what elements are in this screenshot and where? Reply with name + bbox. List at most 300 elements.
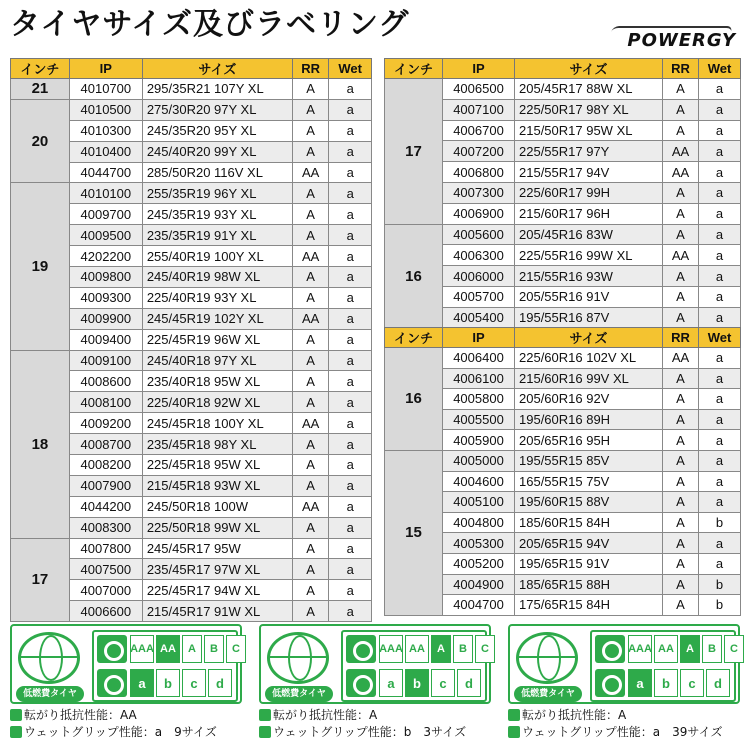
rr-cell: A xyxy=(663,266,699,287)
table-row xyxy=(385,79,741,100)
ip-cell: 4004800 xyxy=(443,512,515,533)
wet-cell: a xyxy=(329,267,372,288)
size-cell: 225/45R19 96W XL xyxy=(142,329,292,350)
ip-cell: 4008300 xyxy=(69,517,142,538)
table-row xyxy=(385,224,741,245)
rr-grade-aaa: AAA xyxy=(130,635,154,663)
page-title: タイヤサイズ及びラベリング xyxy=(10,7,410,42)
inch-cell: 20 xyxy=(11,99,70,183)
size-cell: 215/55R17 94V xyxy=(515,162,663,183)
size-cell: 285/50R20 116V XL xyxy=(142,162,292,183)
size-cell: 195/55R15 85V xyxy=(515,450,663,471)
ip-cell: 4005200 xyxy=(443,553,515,574)
size-cell: 195/55R16 87V xyxy=(515,307,663,328)
size-cell: 215/60R16 99V XL xyxy=(515,368,663,389)
size-cell: 225/40R19 93Y XL xyxy=(142,287,292,308)
header-ip: IP xyxy=(443,59,515,79)
rr-cell: A xyxy=(292,120,329,141)
size-cell: 235/40R18 95W XL xyxy=(142,371,292,392)
inch-cell: 15 xyxy=(385,450,443,615)
wet-grade-b: b xyxy=(405,669,429,697)
ip-cell: 4008100 xyxy=(69,392,142,413)
wet-grade-a: a xyxy=(379,669,403,697)
size-cell: 215/45R17 91W XL xyxy=(142,601,292,622)
ip-cell: 4009300 xyxy=(69,287,142,308)
wet-grip-icon xyxy=(346,669,376,697)
ip-cell: 4005400 xyxy=(443,307,515,328)
wet-small-icon xyxy=(508,726,520,738)
wet-grade-a: a xyxy=(628,669,652,697)
rr-cell: A xyxy=(663,450,699,471)
wet-cell: a xyxy=(699,203,741,224)
rr-cell: A xyxy=(663,389,699,410)
table-row xyxy=(11,538,372,559)
size-cell: 255/40R19 100Y XL xyxy=(142,246,292,267)
rr-performance-value: 転がり抵抗性能：A xyxy=(522,708,627,722)
size-cell: 205/65R16 95H xyxy=(515,430,663,451)
header-inch: インチ xyxy=(385,328,443,348)
wet-cell: a xyxy=(329,287,372,308)
size-cell: 245/35R19 93Y XL xyxy=(142,204,292,225)
ip-cell: 4006100 xyxy=(443,368,515,389)
rr-cell: A xyxy=(292,538,329,559)
header-inch: インチ xyxy=(385,59,443,79)
rr-cell: A xyxy=(663,595,699,616)
powergy-logo: POWERGY xyxy=(627,30,736,51)
ip-cell: 4004900 xyxy=(443,574,515,595)
ip-cell: 4202200 xyxy=(69,246,142,267)
rr-cell: AA xyxy=(663,162,699,183)
ip-cell: 4044200 xyxy=(69,496,142,517)
header-wet: Wet xyxy=(699,59,741,79)
ip-cell: 4006500 xyxy=(443,79,515,100)
energy-label xyxy=(259,624,491,704)
wet-cell: a xyxy=(699,182,741,203)
wet-cell: b xyxy=(699,512,741,533)
table-row xyxy=(11,79,372,100)
size-cell: 215/60R17 96H xyxy=(515,203,663,224)
size-cell: 235/45R18 98Y XL xyxy=(142,434,292,455)
rr-cell: A xyxy=(663,492,699,513)
wet-cell: a xyxy=(329,183,372,204)
wet-cell: a xyxy=(699,141,741,162)
wet-cell: a xyxy=(699,430,741,451)
ip-cell: 4009100 xyxy=(69,350,142,371)
wet-cell: a xyxy=(699,307,741,328)
ip-cell: 4007800 xyxy=(69,538,142,559)
wet-cell: a xyxy=(329,517,372,538)
wet-cell: a xyxy=(329,455,372,476)
wet-cell: b xyxy=(699,595,741,616)
rr-cell: A xyxy=(663,368,699,389)
rr-cell: A xyxy=(292,455,329,476)
header-wet: Wet xyxy=(699,328,741,348)
ip-cell: 4005500 xyxy=(443,409,515,430)
ip-cell: 4005700 xyxy=(443,286,515,307)
rolling-resistance-icon xyxy=(346,635,376,663)
wet-grade-d: d xyxy=(208,669,232,697)
wet-cell: a xyxy=(329,79,372,100)
size-cell: 245/35R20 95Y XL xyxy=(142,120,292,141)
size-cell: 215/45R18 93W XL xyxy=(142,475,292,496)
rr-cell: A xyxy=(663,574,699,595)
eco-label-text: 低燃費タイヤ xyxy=(514,686,582,702)
rr-grade-b: B xyxy=(702,635,722,663)
wet-grade-b: b xyxy=(156,669,180,697)
globe-icon xyxy=(267,632,329,684)
wet-grade-row xyxy=(379,669,481,697)
wet-cell: a xyxy=(329,246,372,267)
rr-cell: A xyxy=(292,183,329,204)
table-row xyxy=(11,350,372,371)
ip-cell: 4009700 xyxy=(69,204,142,225)
wet-cell: a xyxy=(699,450,741,471)
energy-label xyxy=(10,624,242,704)
ip-cell: 4005800 xyxy=(443,389,515,410)
rolling-resistance-icon xyxy=(97,635,127,663)
ip-cell: 4006400 xyxy=(443,348,515,369)
rr-small-icon xyxy=(10,709,22,721)
wet-performance-text xyxy=(259,724,466,740)
wet-cell: a xyxy=(699,368,741,389)
size-cell: 185/60R15 84H xyxy=(515,512,663,533)
header-wet: Wet xyxy=(329,59,372,79)
rr-cell: A xyxy=(292,141,329,162)
size-cell: 205/45R16 83W xyxy=(515,224,663,245)
rr-grade-row xyxy=(130,635,246,663)
ip-cell: 4010300 xyxy=(69,120,142,141)
ip-cell: 4005600 xyxy=(443,224,515,245)
rr-cell: A xyxy=(663,553,699,574)
wet-cell: a xyxy=(329,350,372,371)
table-row xyxy=(385,450,741,471)
wet-performance-value: ウェットグリップ性能：b 3サイズ xyxy=(273,725,467,739)
size-cell: 295/35R21 107Y XL xyxy=(142,79,292,100)
ip-cell: 4007200 xyxy=(443,141,515,162)
ip-cell: 4007100 xyxy=(443,99,515,120)
size-cell: 245/40R18 97Y XL xyxy=(142,350,292,371)
rr-grade-aaa: AAA xyxy=(628,635,652,663)
ip-cell: 4009400 xyxy=(69,329,142,350)
wet-small-icon xyxy=(10,726,22,738)
energy-label xyxy=(508,624,740,704)
rr-grade-row xyxy=(628,635,744,663)
size-cell: 225/40R18 92W XL xyxy=(142,392,292,413)
ip-cell: 4009200 xyxy=(69,413,142,434)
wet-cell: a xyxy=(329,204,372,225)
header-ip: IP xyxy=(69,59,142,79)
rr-cell: AA xyxy=(663,141,699,162)
wet-grade-d: d xyxy=(706,669,730,697)
ip-cell: 4044700 xyxy=(69,162,142,183)
grade-scale xyxy=(590,630,736,702)
ip-cell: 4010400 xyxy=(69,141,142,162)
wet-cell: a xyxy=(329,580,372,601)
rr-cell: A xyxy=(663,533,699,554)
ip-cell: 4007000 xyxy=(69,580,142,601)
header-size: サイズ xyxy=(515,59,663,79)
size-cell: 225/50R17 98Y XL xyxy=(515,99,663,120)
rr-cell: A xyxy=(663,99,699,120)
size-cell: 175/65R15 84H xyxy=(515,595,663,616)
header-size: サイズ xyxy=(142,59,292,79)
globe-icon xyxy=(18,632,80,684)
size-cell: 225/55R17 97Y xyxy=(515,141,663,162)
wet-cell: a xyxy=(329,392,372,413)
wet-cell: a xyxy=(699,224,741,245)
rr-cell: AA xyxy=(292,308,329,329)
size-cell: 245/40R20 99Y XL xyxy=(142,141,292,162)
eco-label-text: 低燃費タイヤ xyxy=(265,686,333,702)
rr-cell: A xyxy=(292,475,329,496)
wet-cell: a xyxy=(329,496,372,517)
rr-cell: AA xyxy=(292,162,329,183)
size-cell: 225/55R16 99W XL xyxy=(515,245,663,266)
wet-cell: a xyxy=(699,389,741,410)
rr-cell: A xyxy=(663,430,699,451)
wet-cell: a xyxy=(699,266,741,287)
size-cell: 235/45R17 97W XL xyxy=(142,559,292,580)
size-cell: 185/65R15 88H xyxy=(515,574,663,595)
wet-cell: b xyxy=(699,574,741,595)
rr-cell: A xyxy=(663,286,699,307)
wet-grade-c: c xyxy=(182,669,206,697)
rr-grade-row xyxy=(379,635,495,663)
wet-cell: a xyxy=(329,434,372,455)
wet-grade-c: c xyxy=(680,669,704,697)
rr-cell: AA xyxy=(663,245,699,266)
inch-cell: 18 xyxy=(11,350,70,538)
wet-cell: a xyxy=(699,245,741,266)
rr-performance-text xyxy=(508,707,626,723)
wet-cell: a xyxy=(699,409,741,430)
wet-grade-row xyxy=(628,669,730,697)
wet-cell: a xyxy=(329,371,372,392)
rr-cell: A xyxy=(292,204,329,225)
header-rr: RR xyxy=(663,59,699,79)
table-row xyxy=(11,99,372,120)
rr-grade-a: A xyxy=(431,635,451,663)
rr-cell: A xyxy=(663,471,699,492)
ip-cell: 4009800 xyxy=(69,267,142,288)
ip-cell: 4004600 xyxy=(443,471,515,492)
rr-grade-c: C xyxy=(724,635,744,663)
ip-cell: 4006600 xyxy=(69,601,142,622)
size-cell: 215/50R17 95W XL xyxy=(515,120,663,141)
size-cell: 255/35R19 96Y XL xyxy=(142,183,292,204)
globe-icon xyxy=(516,632,578,684)
size-cell: 225/60R16 102V XL xyxy=(515,348,663,369)
rr-cell: A xyxy=(292,99,329,120)
rr-cell: A xyxy=(292,79,329,100)
size-cell: 195/65R15 91V xyxy=(515,553,663,574)
ip-cell: 4007300 xyxy=(443,182,515,203)
rr-cell: A xyxy=(663,182,699,203)
table-row xyxy=(11,183,372,204)
wet-cell: a xyxy=(329,413,372,434)
rr-cell: A xyxy=(663,512,699,533)
wet-cell: a xyxy=(329,162,372,183)
wet-cell: a xyxy=(699,492,741,513)
size-cell: 225/60R17 99H xyxy=(515,182,663,203)
wet-grade-row xyxy=(130,669,232,697)
rr-grade-c: C xyxy=(226,635,246,663)
header-rr: RR xyxy=(292,59,329,79)
wet-cell: a xyxy=(329,225,372,246)
ip-cell: 4010500 xyxy=(69,99,142,120)
wet-cell: a xyxy=(699,99,741,120)
rr-cell: AA xyxy=(292,246,329,267)
ip-cell: 4006000 xyxy=(443,266,515,287)
ip-cell: 4009900 xyxy=(69,308,142,329)
rr-grade-aa: AA xyxy=(405,635,429,663)
rr-cell: A xyxy=(292,267,329,288)
inch-cell: 19 xyxy=(11,183,70,350)
size-cell: 245/45R17 95W xyxy=(142,538,292,559)
ip-cell: 4004700 xyxy=(443,595,515,616)
rr-grade-c: C xyxy=(475,635,495,663)
size-cell: 205/65R15 94V xyxy=(515,533,663,554)
ip-cell: 4010700 xyxy=(69,79,142,100)
size-cell: 165/55R15 75V xyxy=(515,471,663,492)
ip-cell: 4010100 xyxy=(69,183,142,204)
wet-performance-text xyxy=(10,724,217,740)
ip-cell: 4009500 xyxy=(69,225,142,246)
wet-cell: a xyxy=(329,141,372,162)
rr-cell: A xyxy=(663,307,699,328)
wet-grade-d: d xyxy=(457,669,481,697)
ip-cell: 4005100 xyxy=(443,492,515,513)
rr-cell: A xyxy=(292,517,329,538)
wet-cell: a xyxy=(329,601,372,622)
rr-cell: A xyxy=(292,225,329,246)
size-cell: 245/40R19 98W XL xyxy=(142,267,292,288)
wet-grade-a: a xyxy=(130,669,154,697)
rr-performance-value: 転がり抵抗性能：A xyxy=(273,708,378,722)
inch-cell: 16 xyxy=(385,348,443,451)
wet-grip-icon xyxy=(97,669,127,697)
rr-grade-aaa: AAA xyxy=(379,635,403,663)
grade-scale xyxy=(341,630,487,702)
ip-cell: 4008200 xyxy=(69,455,142,476)
wet-cell: a xyxy=(329,120,372,141)
rr-cell: A xyxy=(292,329,329,350)
grade-scale xyxy=(92,630,238,702)
size-table-right-top xyxy=(384,58,741,329)
ip-cell: 4006700 xyxy=(443,120,515,141)
rr-cell: AA xyxy=(663,348,699,369)
wet-cell: a xyxy=(699,348,741,369)
header-ip: IP xyxy=(443,328,515,348)
wet-cell: a xyxy=(699,533,741,554)
rr-cell: A xyxy=(663,79,699,100)
rr-cell: A xyxy=(663,120,699,141)
wet-cell: a xyxy=(699,471,741,492)
size-cell: 195/60R15 88V xyxy=(515,492,663,513)
rr-cell: A xyxy=(663,203,699,224)
size-cell: 225/45R17 94W XL xyxy=(142,580,292,601)
wet-performance-value: ウェットグリップ性能：a 9サイズ xyxy=(24,725,217,739)
rr-cell: AA xyxy=(292,413,329,434)
ip-cell: 4007500 xyxy=(69,559,142,580)
wet-performance-text xyxy=(508,724,722,740)
ip-cell: 4005300 xyxy=(443,533,515,554)
wet-grade-c: c xyxy=(431,669,455,697)
ip-cell: 4008700 xyxy=(69,434,142,455)
rr-performance-text xyxy=(259,707,377,723)
ip-cell: 4005900 xyxy=(443,430,515,451)
rr-cell: A xyxy=(292,601,329,622)
ip-cell: 4006900 xyxy=(443,203,515,224)
rr-cell: A xyxy=(663,409,699,430)
wet-cell: a xyxy=(699,120,741,141)
size-cell: 245/45R18 100Y XL xyxy=(142,413,292,434)
rr-grade-a: A xyxy=(680,635,700,663)
rr-grade-b: B xyxy=(453,635,473,663)
wet-cell: a xyxy=(699,79,741,100)
inch-cell: 21 xyxy=(11,79,70,100)
rr-cell: A xyxy=(292,392,329,413)
rr-performance-value: 転がり抵抗性能：AA xyxy=(24,708,137,722)
rolling-resistance-icon xyxy=(595,635,625,663)
ip-cell: 4006300 xyxy=(443,245,515,266)
rr-cell: A xyxy=(292,580,329,601)
size-cell: 225/45R18 95W XL xyxy=(142,455,292,476)
inch-cell: 17 xyxy=(385,79,443,225)
size-cell: 235/35R19 91Y XL xyxy=(142,225,292,246)
size-cell: 245/50R18 100W xyxy=(142,496,292,517)
rr-cell: A xyxy=(292,350,329,371)
size-cell: 275/30R20 97Y XL xyxy=(142,99,292,120)
wet-performance-value: ウェットグリップ性能：a 39サイズ xyxy=(522,725,723,739)
size-cell: 195/60R16 89H xyxy=(515,409,663,430)
ip-cell: 4005000 xyxy=(443,450,515,471)
wet-cell: a xyxy=(329,308,372,329)
size-table-left xyxy=(10,58,372,622)
size-cell: 205/45R17 88W XL xyxy=(515,79,663,100)
inch-cell: 17 xyxy=(11,538,70,622)
rr-grade-a: A xyxy=(182,635,202,663)
size-cell: 205/60R16 92V xyxy=(515,389,663,410)
wet-grade-b: b xyxy=(654,669,678,697)
header-rr: RR xyxy=(663,328,699,348)
table-row xyxy=(385,348,741,369)
wet-cell: a xyxy=(329,475,372,496)
wet-cell: a xyxy=(329,538,372,559)
wet-cell: a xyxy=(329,99,372,120)
rr-grade-b: B xyxy=(204,635,224,663)
size-cell: 205/55R16 91V xyxy=(515,286,663,307)
wet-cell: a xyxy=(329,559,372,580)
rr-cell: A xyxy=(292,559,329,580)
wet-cell: a xyxy=(329,329,372,350)
wet-cell: a xyxy=(699,553,741,574)
size-cell: 215/55R16 93W xyxy=(515,266,663,287)
ip-cell: 4007900 xyxy=(69,475,142,496)
rr-cell: AA xyxy=(292,496,329,517)
rr-grade-aa: AA xyxy=(654,635,678,663)
rr-cell: A xyxy=(292,371,329,392)
rr-performance-text xyxy=(10,707,137,723)
size-cell: 245/45R19 102Y XL xyxy=(142,308,292,329)
ip-cell: 4006800 xyxy=(443,162,515,183)
eco-label-text: 低燃費タイヤ xyxy=(16,686,84,702)
wet-grip-icon xyxy=(595,669,625,697)
size-cell: 225/50R18 99W XL xyxy=(142,517,292,538)
rr-grade-aa: AA xyxy=(156,635,180,663)
wet-cell: a xyxy=(699,162,741,183)
header-size: サイズ xyxy=(515,328,663,348)
